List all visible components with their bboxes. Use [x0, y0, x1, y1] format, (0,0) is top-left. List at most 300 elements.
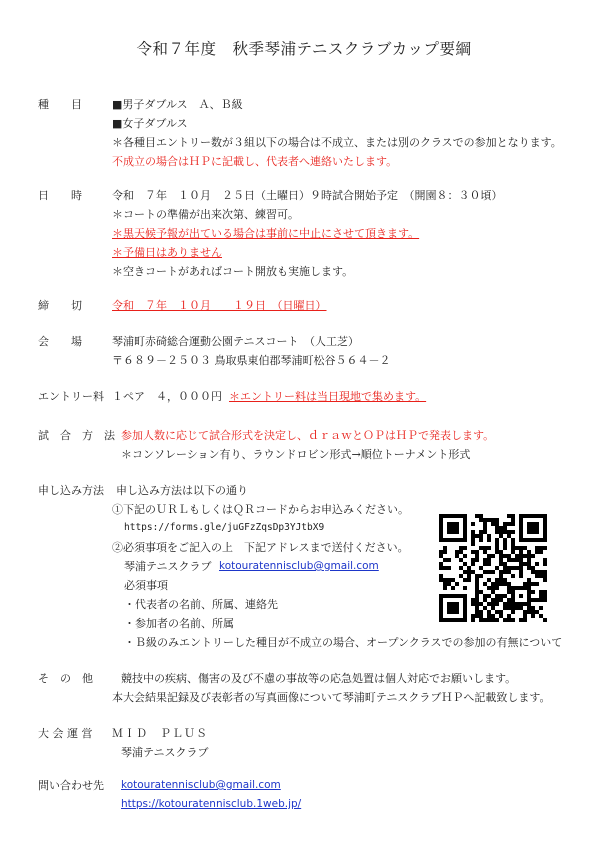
qr-module	[535, 546, 539, 550]
qr-module	[491, 518, 495, 522]
qr-module	[475, 534, 479, 538]
qr-module	[463, 526, 467, 530]
qr-module	[443, 566, 447, 570]
qr-module	[511, 542, 515, 546]
qr-module	[543, 578, 547, 582]
qr-module	[471, 522, 475, 526]
qr-module	[487, 558, 491, 562]
contact-label: 問い合わせ先	[38, 779, 104, 792]
qr-module	[507, 582, 511, 586]
application-email-link[interactable]: kotouratennisclub@gmail.com	[219, 560, 379, 572]
qr-module	[487, 578, 491, 582]
qr-module	[511, 594, 515, 598]
qr-module	[515, 554, 519, 558]
qr-module	[503, 566, 507, 570]
qr-module	[523, 538, 527, 542]
qr-module	[519, 534, 523, 538]
qr-module	[499, 526, 503, 530]
qr-module	[511, 606, 515, 610]
qr-module	[527, 586, 531, 590]
qr-module	[519, 602, 523, 606]
datetime-line-practice: ＊コートの準備が出来次第、練習可。	[112, 208, 299, 221]
qr-module	[507, 558, 511, 562]
qr-module	[531, 582, 535, 586]
qr-module	[447, 514, 451, 518]
qr-module	[511, 546, 515, 550]
application-required-heading: 必須事項	[124, 579, 168, 592]
qr-module	[483, 594, 487, 598]
qr-module	[527, 554, 531, 558]
application-step1: ①下記のＵＲＬもしくはＱＲコードからお申込みください。	[112, 503, 409, 516]
qr-module	[507, 554, 511, 558]
qr-module	[495, 566, 499, 570]
qr-module	[483, 618, 487, 622]
qr-module	[455, 602, 459, 606]
qr-module	[439, 526, 443, 530]
qr-module	[543, 598, 547, 602]
qr-module	[507, 530, 511, 534]
qr-module	[443, 558, 447, 562]
qr-module	[443, 550, 447, 554]
qr-module	[527, 578, 531, 582]
qr-module	[495, 582, 499, 586]
qr-module	[475, 578, 479, 582]
qr-module	[503, 562, 507, 566]
qr-module	[543, 526, 547, 530]
qr-module	[439, 554, 443, 558]
qr-module	[471, 530, 475, 534]
application-intro: 申し込み方法は以下の通り	[116, 484, 248, 497]
qr-module	[543, 530, 547, 534]
qr-module	[491, 522, 495, 526]
qr-module	[543, 558, 547, 562]
qr-module	[487, 570, 491, 574]
qr-module	[439, 574, 443, 578]
qr-module	[527, 582, 531, 586]
qr-module	[543, 546, 547, 550]
qr-module	[451, 610, 455, 614]
qr-module	[483, 518, 487, 522]
qr-module	[479, 574, 483, 578]
qr-module	[499, 574, 503, 578]
qr-module	[451, 526, 455, 530]
qr-module	[491, 602, 495, 606]
qr-module	[471, 550, 475, 554]
qr-module	[523, 582, 527, 586]
qr-module	[471, 542, 475, 546]
qr-module	[463, 538, 467, 542]
qr-module	[471, 538, 475, 542]
qr-module	[503, 570, 507, 574]
qr-module	[459, 538, 463, 542]
qr-module	[463, 570, 467, 574]
qr-module	[439, 614, 443, 618]
qr-module	[495, 538, 499, 542]
qr-module	[527, 610, 531, 614]
other-label: そ の 他	[38, 672, 93, 685]
qr-module	[535, 526, 539, 530]
qr-module	[531, 610, 535, 614]
qr-module	[479, 590, 483, 594]
qr-module	[439, 598, 443, 602]
qr-module	[523, 610, 527, 614]
qr-module	[499, 554, 503, 558]
qr-module	[511, 550, 515, 554]
qr-module	[439, 514, 443, 518]
qr-module	[535, 610, 539, 614]
qr-module	[483, 558, 487, 562]
qr-module	[519, 566, 523, 570]
qr-module	[519, 586, 523, 590]
qr-module	[523, 562, 527, 566]
qr-module	[499, 594, 503, 598]
qr-module	[487, 518, 491, 522]
qr-module	[479, 614, 483, 618]
organizer-name: ＭＩＤ ＰＬＵＳ	[112, 727, 208, 740]
qr-module	[519, 526, 523, 530]
qr-module	[491, 606, 495, 610]
qr-module	[519, 554, 523, 558]
qr-module	[451, 578, 455, 582]
qr-module	[475, 602, 479, 606]
qr-module	[479, 602, 483, 606]
qr-module	[527, 526, 531, 530]
qr-module	[503, 594, 507, 598]
qr-module	[539, 598, 543, 602]
qr-module	[519, 574, 523, 578]
qr-module	[463, 602, 467, 606]
qr-module	[479, 518, 483, 522]
qr-module	[503, 554, 507, 558]
qr-module	[491, 570, 495, 574]
qr-module	[503, 530, 507, 534]
qr-module	[491, 614, 495, 618]
qr-module	[487, 586, 491, 590]
application-form-url[interactable]: https://forms.gle/juGFzZqsDp3YJtbX9	[124, 522, 325, 533]
qr-module	[491, 582, 495, 586]
qr-module	[467, 570, 471, 574]
qr-module	[467, 574, 471, 578]
qr-module	[515, 606, 519, 610]
qr-module	[519, 558, 523, 562]
qr-module	[479, 546, 483, 550]
qr-module	[543, 574, 547, 578]
qr-module	[467, 578, 471, 582]
qr-module	[447, 526, 451, 530]
qr-module	[507, 598, 511, 602]
qr-module	[531, 526, 535, 530]
qr-module	[511, 514, 515, 518]
qr-module	[443, 538, 447, 542]
qr-module	[511, 566, 515, 570]
qr-module	[475, 586, 479, 590]
qr-module	[451, 522, 455, 526]
contact-website-link[interactable]: https://kotouratennisclub.1web.jp/	[121, 798, 302, 810]
qr-module	[439, 562, 443, 566]
format-line-consolation: ＊コンソレーション有り、ラウンドロビン形式→順位トーナメント形式	[121, 448, 471, 461]
qr-module	[487, 546, 491, 550]
qr-module	[487, 554, 491, 558]
qr-code-image	[439, 514, 547, 622]
qr-module	[463, 514, 467, 518]
qr-module	[527, 606, 531, 610]
qr-module	[495, 602, 499, 606]
qr-module	[495, 610, 499, 614]
qr-module	[439, 618, 443, 622]
other-line-first-aid: 競技中の疾病、傷害の及び不慮の事故等の応急処置は個人対応でお願いします。	[121, 672, 517, 685]
qr-module	[447, 538, 451, 542]
qr-module	[527, 538, 531, 542]
qr-module	[487, 602, 491, 606]
qr-module	[507, 566, 511, 570]
qr-module	[471, 618, 475, 622]
qr-module	[519, 606, 523, 610]
qr-module	[535, 598, 539, 602]
qr-module	[455, 514, 459, 518]
qr-module	[531, 530, 535, 534]
qr-module	[527, 514, 531, 518]
qr-module	[543, 518, 547, 522]
qr-module	[475, 514, 479, 518]
qr-module	[539, 550, 543, 554]
qr-module	[539, 574, 543, 578]
qr-module	[475, 582, 479, 586]
qr-module	[455, 530, 459, 534]
qr-module	[455, 618, 459, 622]
qr-module	[515, 566, 519, 570]
events-line-rule: ＊各種目エントリー数が３組以下の場合は不成立、または別のクラスでの参加となります。	[112, 136, 562, 149]
qr-module	[527, 522, 531, 526]
qr-module	[471, 562, 475, 566]
application-club-name: 琴浦テニスクラブ	[124, 560, 212, 573]
qr-module	[539, 514, 543, 518]
qr-module	[511, 558, 515, 562]
qr-module	[535, 530, 539, 534]
qr-module	[471, 570, 475, 574]
qr-module	[527, 594, 531, 598]
qr-module	[443, 546, 447, 550]
qr-module	[487, 594, 491, 598]
qr-module	[531, 522, 535, 526]
qr-module	[475, 558, 479, 562]
qr-module	[495, 526, 499, 530]
datetime-line-no-reserve: ＊予備日はありません	[112, 246, 222, 259]
qr-module	[447, 594, 451, 598]
qr-module	[463, 522, 467, 526]
qr-module	[455, 610, 459, 614]
qr-module	[439, 534, 443, 538]
qr-module	[503, 526, 507, 530]
qr-module	[495, 618, 499, 622]
qr-module	[511, 602, 515, 606]
qr-module	[499, 550, 503, 554]
qr-module	[463, 530, 467, 534]
qr-module	[479, 610, 483, 614]
fee-value: １ペア ４，０００円	[112, 390, 222, 403]
qr-module	[451, 618, 455, 622]
qr-module	[447, 602, 451, 606]
qr-module	[539, 614, 543, 618]
qr-module	[495, 530, 499, 534]
qr-module	[503, 618, 507, 622]
qr-module	[539, 594, 543, 598]
qr-module	[463, 554, 467, 558]
qr-module	[503, 522, 507, 526]
qr-module	[459, 514, 463, 518]
qr-module	[459, 574, 463, 578]
qr-module	[507, 514, 511, 518]
qr-module	[539, 570, 543, 574]
qr-module	[507, 570, 511, 574]
organizer-label: 大 会 運 営	[38, 727, 93, 740]
qr-module	[499, 558, 503, 562]
qr-module	[515, 558, 519, 562]
qr-module	[519, 530, 523, 534]
qr-module	[543, 522, 547, 526]
qr-module	[459, 546, 463, 550]
qr-module	[455, 522, 459, 526]
qr-module	[511, 586, 515, 590]
qr-module	[475, 606, 479, 610]
qr-module	[511, 618, 515, 622]
qr-module	[535, 522, 539, 526]
qr-module	[463, 618, 467, 622]
qr-module	[543, 562, 547, 566]
qr-module	[463, 610, 467, 614]
qr-module	[487, 562, 491, 566]
organizer-club: 琴浦テニスクラブ	[121, 746, 209, 759]
qr-module	[459, 558, 463, 562]
qr-module	[447, 606, 451, 610]
qr-module	[463, 546, 467, 550]
qr-module	[483, 582, 487, 586]
qr-module	[455, 554, 459, 558]
qr-module	[475, 550, 479, 554]
qr-module	[539, 590, 543, 594]
qr-module	[483, 522, 487, 526]
application-required-item: ・代表者の名前、所属、連絡先	[124, 598, 278, 611]
qr-module	[503, 578, 507, 582]
qr-module	[463, 594, 467, 598]
datetime-line-weather: ＊黒天候予報が出ている場合は事前に中止にさせて頂きます。	[112, 227, 420, 240]
qr-module	[503, 602, 507, 606]
qr-module	[475, 594, 479, 598]
qr-module	[447, 578, 451, 582]
qr-module	[483, 546, 487, 550]
qr-module	[475, 614, 479, 618]
qr-module	[491, 598, 495, 602]
qr-module	[483, 550, 487, 554]
qr-module	[483, 530, 487, 534]
datetime-label: 日 時	[38, 189, 82, 202]
events-line-notice: 不成立の場合はＨＰに記載し、代表者へ連絡いたします。	[112, 155, 398, 168]
qr-module	[503, 582, 507, 586]
qr-module	[483, 570, 487, 574]
qr-module	[463, 614, 467, 618]
qr-module	[507, 614, 511, 618]
qr-module	[507, 618, 511, 622]
other-line-photos: 本大会結果記録及び表彰者の写真画像について琴浦町テニスクラブＨＰへ記載致します。	[112, 691, 551, 704]
qr-module	[439, 522, 443, 526]
qr-module	[487, 610, 491, 614]
qr-module	[491, 618, 495, 622]
contact-email-link[interactable]: kotouratennisclub@gmail.com	[121, 779, 281, 791]
qr-module	[523, 546, 527, 550]
venue-address: 〒６８９－２５０３ 鳥取県東伯郡琴浦町松谷５６４－２	[112, 354, 391, 367]
qr-module	[471, 598, 475, 602]
qr-module	[463, 562, 467, 566]
qr-module	[479, 566, 483, 570]
qr-module	[531, 514, 535, 518]
qr-module	[511, 598, 515, 602]
venue-name: 琴浦町赤碕総合運動公園テニスコート （人工芝）	[112, 335, 360, 348]
qr-module	[495, 598, 499, 602]
qr-module	[495, 550, 499, 554]
events-label: 種 目	[38, 98, 82, 111]
qr-module	[475, 590, 479, 594]
qr-module	[439, 566, 443, 570]
qr-module	[451, 514, 455, 518]
qr-module	[503, 542, 507, 546]
qr-module	[451, 530, 455, 534]
qr-module	[447, 522, 451, 526]
format-label: 試 合 方 法	[38, 429, 115, 442]
qr-module	[527, 598, 531, 602]
qr-module	[443, 618, 447, 622]
qr-module	[519, 594, 523, 598]
fee-note: ＊エントリー料は当日現地で集めます。	[229, 390, 427, 403]
qr-module	[499, 570, 503, 574]
qr-module	[439, 610, 443, 614]
qr-module	[527, 602, 531, 606]
venue-label: 会 場	[38, 335, 82, 348]
qr-module	[471, 602, 475, 606]
qr-module	[531, 614, 535, 618]
qr-module	[523, 602, 527, 606]
qr-module	[519, 562, 523, 566]
qr-module	[463, 534, 467, 538]
qr-module	[483, 598, 487, 602]
qr-module	[463, 586, 467, 590]
qr-module	[439, 550, 443, 554]
qr-module	[491, 590, 495, 594]
qr-module	[479, 534, 483, 538]
qr-module	[527, 562, 531, 566]
qr-module	[495, 518, 499, 522]
qr-module	[531, 590, 535, 594]
qr-module	[479, 530, 483, 534]
qr-module	[515, 546, 519, 550]
qr-module	[543, 594, 547, 598]
qr-module	[535, 538, 539, 542]
qr-module	[439, 538, 443, 542]
qr-code[interactable]	[439, 514, 547, 622]
qr-module	[463, 606, 467, 610]
qr-module	[531, 570, 535, 574]
qr-module	[507, 522, 511, 526]
qr-module	[483, 526, 487, 530]
qr-module	[455, 594, 459, 598]
qr-module	[511, 522, 515, 526]
qr-module	[439, 530, 443, 534]
qr-module	[539, 606, 543, 610]
qr-module	[499, 598, 503, 602]
qr-module	[543, 570, 547, 574]
qr-module	[451, 594, 455, 598]
qr-module	[539, 538, 543, 542]
qr-module	[535, 550, 539, 554]
qr-module	[531, 598, 535, 602]
